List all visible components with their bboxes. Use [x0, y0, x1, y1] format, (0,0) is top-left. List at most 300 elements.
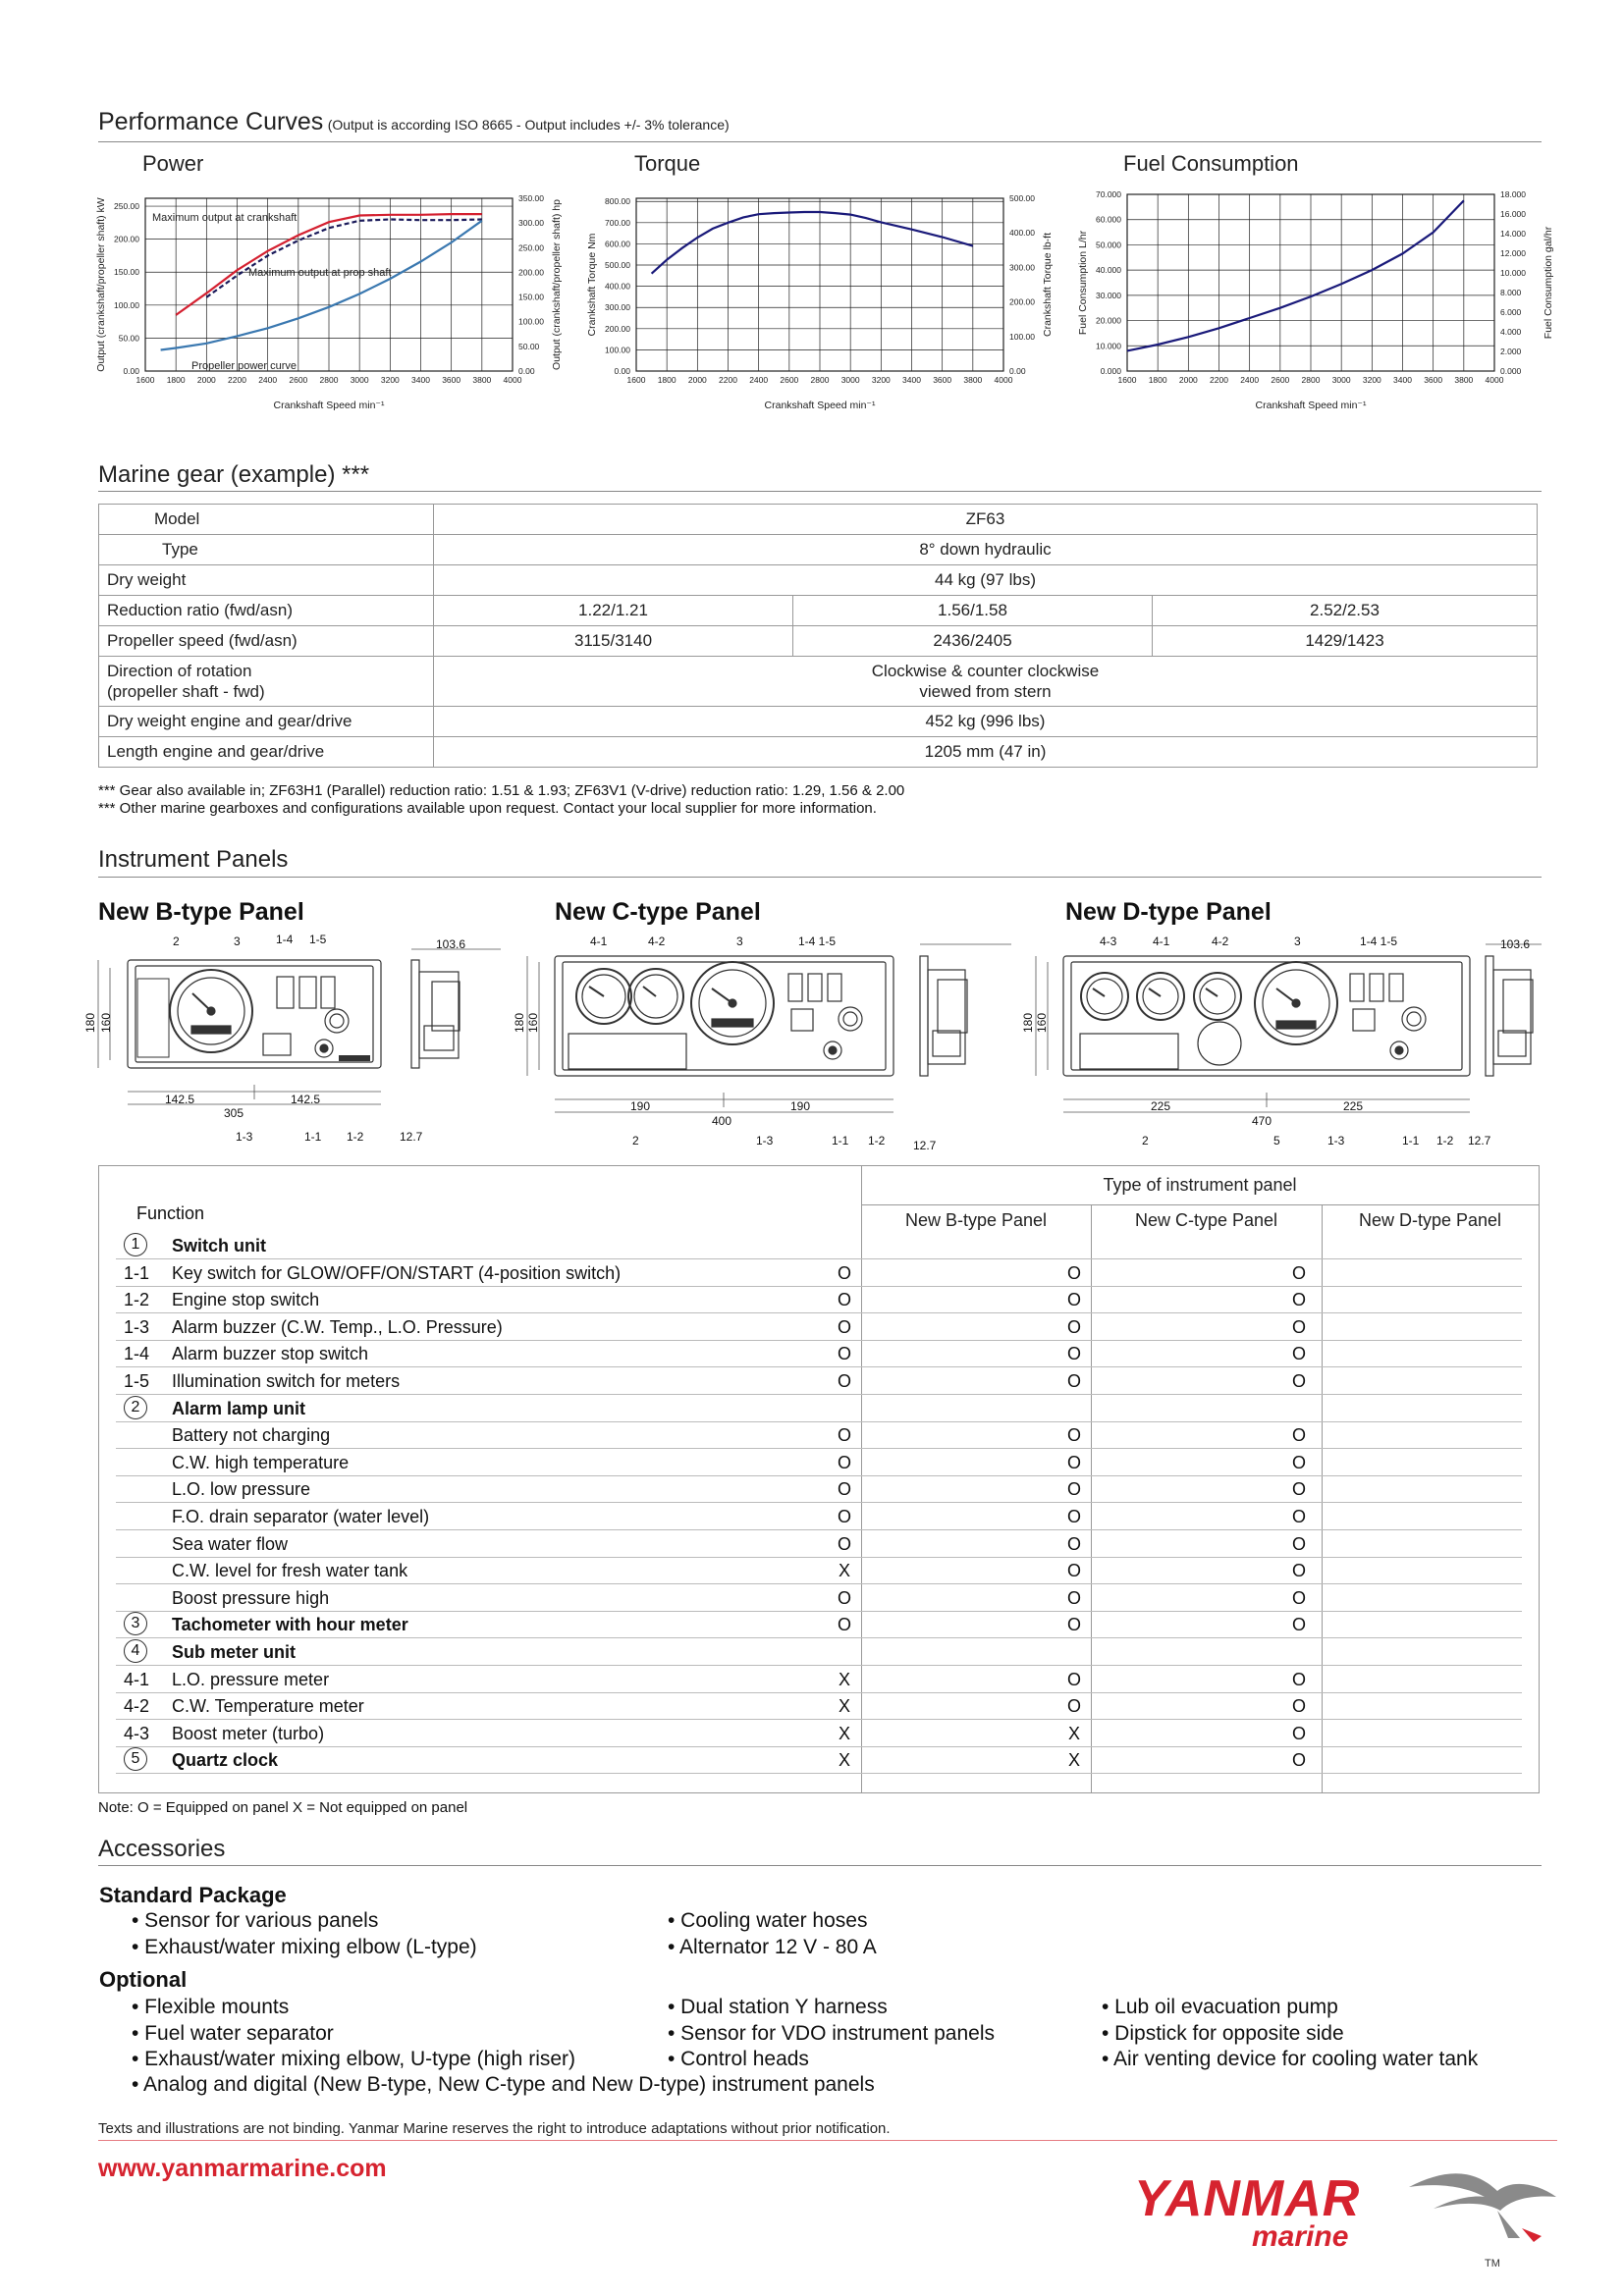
- panel-c-label: 4-1: [590, 934, 608, 948]
- y-tick-label-right: 300.00: [1009, 262, 1035, 273]
- performance-rule: [98, 141, 1542, 142]
- item-number: 1-3: [124, 1316, 150, 1337]
- y-tick-label-left: 10.000: [1096, 341, 1121, 351]
- x-tick-label: 1600: [1117, 375, 1137, 385]
- gear-row: [99, 707, 1538, 737]
- gear-value: 2436/2405: [793, 626, 1153, 657]
- instrument-row: [116, 1259, 1522, 1287]
- chart-title-power: Power: [142, 151, 204, 176]
- function-label: Alarm lamp unit: [172, 1398, 306, 1418]
- equipped-mark: O: [1066, 1290, 1081, 1310]
- equipped-mark: O: [1066, 1452, 1081, 1472]
- optional-item: • Sensor for VDO instrument panels: [668, 2022, 995, 2045]
- equipped-mark: O: [1066, 1615, 1081, 1635]
- panel-b-depth: 12.7: [400, 1130, 423, 1144]
- y-tick-label-right: 200.00: [518, 267, 544, 278]
- equipped-mark: O: [1291, 1533, 1306, 1554]
- panel-d-bottom-label: 1-3: [1327, 1134, 1345, 1148]
- equipped-mark: O: [1066, 1262, 1081, 1283]
- item-number: 1-2: [124, 1290, 150, 1310]
- y-tick-label-right: 18.000: [1500, 189, 1526, 199]
- y-tick-label-right: 50.00: [518, 341, 540, 351]
- y-tick-label-right: 6.000: [1500, 307, 1522, 317]
- equipped-mark: O: [1066, 1669, 1081, 1689]
- seagull-icon: [1404, 2150, 1561, 2248]
- panel-drawings: [0, 933, 1624, 1153]
- y-tick-label-right: 4.000: [1500, 327, 1522, 337]
- panel-d-label: 1-4 1-5: [1360, 934, 1398, 948]
- performance-heading: [98, 108, 730, 136]
- gear-value: 1205 mm (47 in): [434, 737, 1538, 768]
- y-axis-label-right: Output (crankshaft/propeller shaft) hp: [551, 199, 563, 370]
- standard-item: • Cooling water hoses: [668, 1909, 868, 1932]
- equipped-mark: O: [1291, 1507, 1306, 1526]
- equipped-mark: O: [1066, 1344, 1081, 1364]
- panel-d-label: 4-2: [1212, 934, 1229, 948]
- y-tick-label-left: 0.000: [1100, 366, 1121, 376]
- function-label: F.O. drain separator (water level): [172, 1507, 430, 1526]
- panel-c-label: 1-4 1-5: [798, 934, 837, 948]
- function-label: Alarm buzzer stop switch: [172, 1344, 369, 1364]
- gear-value: 1.22/1.21: [434, 596, 793, 626]
- gear-value: ZF63: [434, 505, 1538, 535]
- panel-b-label: 1-5: [309, 933, 327, 946]
- y-tick-label-left: 70.000: [1096, 189, 1121, 199]
- panel-d-depth: 12.7: [1468, 1134, 1491, 1148]
- y-tick-label-right: 500.00: [1009, 193, 1035, 203]
- function-label: Boost meter (turbo): [172, 1723, 325, 1743]
- x-tick-label: 3200: [871, 375, 891, 385]
- panel-c-bottom-label: 1-1: [832, 1134, 849, 1148]
- optional-item: • Dual station Y harness: [668, 1996, 888, 2018]
- panel-b-title: New B-type Panel: [98, 898, 304, 926]
- y-tick-label-left: 200.00: [114, 234, 139, 244]
- annotation-crankshaft: Maximum output at crankshaft: [152, 212, 298, 224]
- equipped-mark: O: [1291, 1290, 1306, 1310]
- panels-rule: [98, 877, 1542, 878]
- function-label: Switch unit: [172, 1236, 266, 1255]
- instrument-row: [116, 1475, 1522, 1503]
- x-tick-label: 2000: [687, 375, 707, 385]
- panel-b-label: 3: [234, 934, 241, 948]
- optional-item: • Lub oil evacuation pump: [1102, 1996, 1338, 2018]
- x-axis-label: Crankshaft Speed min⁻¹: [1255, 400, 1367, 411]
- gear-table: [98, 504, 1538, 768]
- x-tick-label: 3800: [963, 375, 983, 385]
- chart-title-fuel: Fuel Consumption: [1123, 151, 1299, 176]
- gear-title: Marine gear (example) ***: [98, 461, 370, 488]
- equipped-mark: X: [838, 1696, 850, 1717]
- gear-label: Reduction ratio (fwd/asn): [99, 596, 434, 626]
- y-tick-label-left: 100.00: [114, 299, 139, 310]
- x-tick-label: 1600: [626, 375, 646, 385]
- instrument-row: [116, 1395, 1522, 1422]
- y-axis-label-right: Fuel Consumption gal/hr: [1543, 226, 1554, 340]
- equipped-mark: O: [1291, 1452, 1306, 1472]
- panel-c-depth: 12.7: [913, 1139, 937, 1152]
- y-tick-label-right: 0.000: [1500, 366, 1522, 376]
- equipped-mark: O: [1291, 1723, 1306, 1743]
- y-axis-label-left: Output (crankshaft/propeller shaft) kW: [95, 197, 107, 372]
- equipped-mark: O: [837, 1262, 851, 1283]
- column-header-b: New B-type Panel: [904, 1210, 1048, 1230]
- panel-d-label: 4-3: [1100, 934, 1117, 948]
- panel-d-width-half: 225: [1151, 1099, 1171, 1113]
- item-number: 1-1: [124, 1262, 150, 1283]
- gear-rule: [98, 491, 1542, 492]
- equipped-mark: O: [1066, 1316, 1081, 1337]
- footer-rule: [98, 2140, 1557, 2141]
- panel-c-width-total: 400: [712, 1114, 732, 1128]
- function-label: Key switch for GLOW/OFF/ON/START (4-position switch): [172, 1262, 622, 1283]
- series-line: [206, 220, 482, 297]
- y-tick-label-left: 150.00: [114, 267, 139, 278]
- optional-item: • Dipstick for opposite side: [1102, 2022, 1344, 2045]
- panel-b-bottom-label: 1-3: [236, 1130, 253, 1144]
- panel-c-bottom-label: 1-3: [756, 1134, 774, 1148]
- equipped-mark: O: [837, 1425, 851, 1446]
- series-line: [652, 212, 973, 274]
- optional-item: • Air venting device for cooling water tank: [1102, 2048, 1479, 2070]
- panel-d-side-dim: 103.6: [1500, 937, 1531, 951]
- gear-value: 2.52/2.53: [1153, 596, 1538, 626]
- instrument-row: [116, 1666, 1522, 1693]
- equipped-mark: O: [1066, 1479, 1081, 1500]
- instrument-row: [116, 1340, 1522, 1367]
- yanmar-logo-text: YANMAR: [1134, 2170, 1361, 2227]
- panel-d-label: 4-1: [1153, 934, 1170, 948]
- performance-subtitle: (Output is according ISO 8665 - Output includes +/- 3% tolerance): [327, 117, 730, 133]
- y-tick-label-left: 300.00: [605, 302, 630, 313]
- function-label: Sea water flow: [172, 1533, 289, 1554]
- instrument-row: [116, 1692, 1522, 1720]
- y-tick-label-right: 16.000: [1500, 209, 1526, 219]
- y-tick-label-right: 100.00: [518, 316, 544, 327]
- annotation-propeller-curve: Propeller power curve: [191, 360, 297, 372]
- x-tick-label: 2000: [1178, 375, 1198, 385]
- equipped-mark: O: [1066, 1533, 1081, 1554]
- y-tick-label-right: 350.00: [518, 193, 544, 203]
- panel-d-width-half: 225: [1343, 1099, 1364, 1113]
- y-tick-label-left: 600.00: [605, 239, 630, 249]
- gear-value: 1.56/1.58: [793, 596, 1153, 626]
- y-axis-label-right: Crankshaft Torque lb-ft: [1042, 232, 1054, 338]
- gear-label: Dry weight engine and gear/drive: [99, 707, 434, 737]
- x-tick-label: 2400: [258, 375, 278, 385]
- equipped-mark: O: [1291, 1262, 1306, 1283]
- panel-c-bottom-label: 2: [632, 1134, 639, 1148]
- panel-d-label: 3: [1294, 934, 1301, 948]
- y-tick-label-right: 300.00: [518, 218, 544, 229]
- x-tick-label: 3400: [902, 375, 921, 385]
- panel-c-label: 4-2: [648, 934, 666, 948]
- accessories-title: Accessories: [98, 1836, 226, 1862]
- equipped-mark: O: [1291, 1316, 1306, 1337]
- function-label: Tachometer with hour meter: [172, 1615, 408, 1635]
- standard-item: • Sensor for various panels: [132, 1909, 379, 1932]
- panel-d-bottom-label: 2: [1142, 1134, 1149, 1148]
- function-label: Sub meter unit: [172, 1642, 297, 1662]
- x-tick-label: 2400: [1240, 375, 1260, 385]
- panel-c-width-half: 190: [630, 1099, 651, 1113]
- y-tick-label-left: 30.000: [1096, 290, 1121, 300]
- instrument-row: [116, 1286, 1522, 1313]
- equipped-mark: X: [1067, 1750, 1080, 1771]
- y-tick-label-right: 100.00: [1009, 331, 1035, 342]
- y-tick-label-left: 400.00: [605, 281, 630, 292]
- y-tick-label-left: 0.00: [614, 366, 630, 376]
- x-tick-label: 3400: [411, 375, 430, 385]
- x-tick-label: 2600: [780, 375, 799, 385]
- function-label: Quartz clock: [172, 1750, 279, 1771]
- x-tick-label: 1800: [166, 375, 186, 385]
- charts-svg: [0, 177, 1624, 442]
- marine-logo-text: marine: [1252, 2220, 1349, 2253]
- y-tick-label-left: 0.00: [123, 366, 139, 376]
- instrument-row: [116, 1449, 1522, 1476]
- item-number: 4-2: [124, 1696, 150, 1717]
- gear-value: 452 kg (996 lbs): [434, 707, 1538, 737]
- standard-item: • Exhaust/water mixing elbow (L-type): [132, 1936, 477, 1958]
- annotation-prop-shaft: Maximum output at prop shaft: [248, 267, 392, 279]
- equipped-mark: O: [837, 1615, 851, 1635]
- x-tick-label: 3400: [1393, 375, 1412, 385]
- equipped-mark: O: [1291, 1587, 1306, 1608]
- instrument-row: [116, 1367, 1522, 1395]
- x-tick-label: 3600: [442, 375, 461, 385]
- gear-label-line2: (propeller shaft - fwd): [107, 682, 265, 701]
- x-tick-label: 2800: [319, 375, 339, 385]
- equipped-mark: O: [837, 1507, 851, 1526]
- function-label: C.W. level for fresh water tank: [172, 1561, 408, 1581]
- function-label: Alarm buzzer (C.W. Temp., L.O. Pressure): [172, 1316, 503, 1337]
- function-label: Illumination switch for meters: [172, 1371, 401, 1391]
- gear-value-line1: Clockwise & counter clockwise: [871, 662, 1100, 680]
- y-tick-label-left: 250.00: [114, 201, 139, 212]
- instrument-row: [116, 1720, 1522, 1747]
- equipped-mark: O: [1066, 1371, 1081, 1391]
- column-header-d: New D-type Panel: [1358, 1210, 1502, 1230]
- y-tick-label-right: 400.00: [1009, 228, 1035, 239]
- circled-number: 1: [124, 1233, 147, 1256]
- x-tick-label: 1800: [1148, 375, 1167, 385]
- panel-c-width-half: 190: [790, 1099, 811, 1113]
- function-header: Function: [136, 1203, 205, 1223]
- optional-item: • Exhaust/water mixing elbow, U-type (high riser): [132, 2048, 576, 2070]
- equipped-mark: O: [1291, 1669, 1306, 1689]
- gear-label: Type: [99, 535, 434, 565]
- y-tick-label-left: 50.000: [1096, 240, 1121, 250]
- panel-b-label: 1-4: [276, 933, 294, 946]
- y-tick-label-left: 500.00: [605, 260, 630, 271]
- x-axis-label: Crankshaft Speed min⁻¹: [273, 400, 385, 411]
- panel-b-width-half: 142.5: [165, 1093, 195, 1106]
- gear-row: [99, 626, 1538, 657]
- x-tick-label: 3000: [350, 375, 369, 385]
- circled-number: 4: [124, 1639, 147, 1663]
- y-tick-label-left: 100.00: [605, 345, 630, 355]
- item-number: 4-1: [124, 1669, 150, 1689]
- gear-value: 8° down hydraulic: [434, 535, 1538, 565]
- instrument-table: [98, 1165, 1540, 1793]
- panel-c-drawing: [555, 956, 967, 1076]
- function-label: C.W. Temperature meter: [172, 1696, 364, 1717]
- x-tick-label: 4000: [503, 375, 522, 385]
- series-line: [1127, 200, 1464, 350]
- equipped-mark: O: [1291, 1561, 1306, 1581]
- instrument-row: [116, 1232, 1522, 1259]
- equipped-mark: X: [838, 1723, 850, 1743]
- equipped-mark: X: [838, 1750, 850, 1771]
- instrument-row: [116, 1746, 1522, 1774]
- x-tick-label: 3800: [1454, 375, 1474, 385]
- item-number: 1-4: [124, 1344, 150, 1364]
- y-tick-label-right: 14.000: [1500, 229, 1526, 239]
- panel-c-label: 3: [736, 934, 743, 948]
- standard-package-title: Standard Package: [99, 1883, 287, 1907]
- equipped-mark: O: [1291, 1696, 1306, 1717]
- x-tick-label: 1600: [135, 375, 155, 385]
- panel-b-drawing: [128, 960, 460, 1068]
- circled-number: 5: [124, 1747, 147, 1771]
- gear-value-line2: viewed from stern: [919, 682, 1052, 701]
- instrument-row: [116, 1638, 1522, 1666]
- x-tick-label: 2200: [719, 375, 737, 385]
- y-tick-label-right: 0.00: [1009, 366, 1026, 376]
- equipped-mark: O: [837, 1344, 851, 1364]
- panel-d-drawing: [1063, 956, 1533, 1076]
- y-tick-label-left: 200.00: [605, 323, 630, 334]
- panel-c-height-2: 160: [526, 1012, 541, 1034]
- gear-row: [99, 657, 1538, 707]
- equipped-mark: O: [1291, 1615, 1306, 1635]
- panel-d-bottom-label: 1-2: [1436, 1134, 1454, 1148]
- function-label: Engine stop switch: [172, 1290, 320, 1310]
- instrument-row: [116, 1611, 1522, 1638]
- equipped-mark: O: [1291, 1344, 1306, 1364]
- gear-value: 44 kg (97 lbs): [434, 565, 1538, 596]
- y-tick-label-right: 250.00: [518, 242, 544, 253]
- function-label: C.W. high temperature: [172, 1452, 350, 1472]
- equipped-mark: X: [838, 1669, 850, 1689]
- gear-note-2: *** Other marine gearboxes and configurations available upon request. Contact your local supplier for more information.: [98, 800, 877, 817]
- equipped-mark: O: [1066, 1696, 1081, 1717]
- optional-item: • Control heads: [668, 2048, 809, 2070]
- panel-type-header: Type of instrument panel: [1103, 1175, 1297, 1195]
- y-tick-label-right: 8.000: [1500, 288, 1522, 297]
- gear-label-line1: Direction of rotation: [107, 662, 252, 680]
- gear-row: [99, 565, 1538, 596]
- instrument-row: [116, 1503, 1522, 1530]
- gear-label: Dry weight: [99, 565, 434, 596]
- panel-b-width-total: 305: [224, 1106, 244, 1120]
- y-axis-label-left: Crankshaft Torque Nm: [586, 233, 598, 337]
- instrument-row: [116, 1584, 1522, 1612]
- table-header-rule: [861, 1204, 1539, 1205]
- x-tick-label: 2200: [228, 375, 246, 385]
- panel-b-bottom-label: 1-2: [347, 1130, 364, 1144]
- panel-c-bottom-label: 1-2: [868, 1134, 886, 1148]
- gear-label: Model: [99, 505, 434, 535]
- disclaimer-note: Texts and illustrations are not binding. Yanmar Marine reserves the right to introduce adaptations without prior notification.: [98, 2120, 891, 2137]
- panel-d-height-1: 180: [1021, 1012, 1036, 1034]
- y-tick-label-right: 200.00: [1009, 296, 1035, 307]
- x-tick-label: 3800: [472, 375, 492, 385]
- y-tick-label-right: 2.000: [1500, 347, 1522, 356]
- x-tick-label: 2800: [1301, 375, 1321, 385]
- y-tick-label-left: 20.000: [1096, 315, 1121, 326]
- panel-d-bottom-label: 5: [1273, 1134, 1280, 1148]
- y-tick-label-right: 150.00: [518, 292, 544, 302]
- accessories-rule: [98, 1865, 1542, 1866]
- x-tick-label: 3600: [1424, 375, 1443, 385]
- website-link[interactable]: www.yanmarmarine.com: [98, 2155, 387, 2182]
- y-tick-label-left: 40.000: [1096, 265, 1121, 276]
- gear-row: [99, 596, 1538, 626]
- standard-item: • Alternator 12 V - 80 A: [668, 1936, 877, 1958]
- x-tick-label: 3200: [380, 375, 400, 385]
- item-number: 4-3: [124, 1723, 150, 1743]
- x-tick-label: 2000: [196, 375, 216, 385]
- instrument-row: [116, 1530, 1522, 1558]
- x-tick-label: 2600: [1271, 375, 1290, 385]
- panel-b-height-2: 160: [99, 1012, 114, 1034]
- x-tick-label: 2200: [1210, 375, 1228, 385]
- y-tick-label-right: 12.000: [1500, 248, 1526, 258]
- x-tick-label: 3000: [1331, 375, 1351, 385]
- equipped-mark: O: [1066, 1561, 1081, 1581]
- optional-item: • Flexible mounts: [132, 1996, 290, 2018]
- y-tick-label-left: 50.00: [118, 333, 139, 344]
- column-header-c: New C-type Panel: [1134, 1210, 1278, 1230]
- gear-value: 3115/3140: [434, 626, 793, 657]
- equipped-mark: O: [837, 1587, 851, 1608]
- y-tick-label-right: 10.000: [1500, 268, 1526, 278]
- instrument-table-note: Note: O = Equipped on panel X = Not equipped on panel: [98, 1799, 468, 1816]
- panel-b-label: 2: [173, 934, 180, 948]
- gear-row: [99, 535, 1538, 565]
- trademark-label: TM: [1485, 2258, 1500, 2269]
- equipped-mark: O: [837, 1533, 851, 1554]
- panel-d-bottom-label: 1-1: [1402, 1134, 1420, 1148]
- y-tick-label-right: 0.00: [518, 366, 535, 376]
- function-label: L.O. low pressure: [172, 1479, 311, 1500]
- instrument-row: [116, 1557, 1522, 1584]
- equipped-mark: O: [837, 1479, 851, 1500]
- equipped-mark: O: [1291, 1371, 1306, 1391]
- gear-row: [99, 737, 1538, 768]
- optional-title: Optional: [99, 1967, 188, 1992]
- x-tick-label: 1800: [657, 375, 677, 385]
- equipped-mark: O: [837, 1452, 851, 1472]
- x-tick-label: 3000: [840, 375, 860, 385]
- equipped-mark: O: [837, 1316, 851, 1337]
- equipped-mark: O: [1066, 1507, 1081, 1526]
- function-label: Battery not charging: [172, 1425, 331, 1446]
- equipped-mark: O: [1066, 1587, 1081, 1608]
- panel-b-width-half: 142.5: [291, 1093, 321, 1106]
- x-tick-label: 2400: [749, 375, 769, 385]
- equipped-mark: X: [1067, 1723, 1080, 1743]
- y-tick-label-left: 800.00: [605, 196, 630, 207]
- equipped-mark: O: [1066, 1425, 1081, 1446]
- gear-label: Length engine and gear/drive: [99, 737, 434, 768]
- function-label: Boost pressure high: [172, 1587, 330, 1608]
- series-line: [161, 221, 482, 350]
- optional-item: • Fuel water separator: [132, 2022, 334, 2045]
- panel-c-title: New C-type Panel: [555, 898, 761, 926]
- gear-value: 1429/1423: [1153, 626, 1538, 657]
